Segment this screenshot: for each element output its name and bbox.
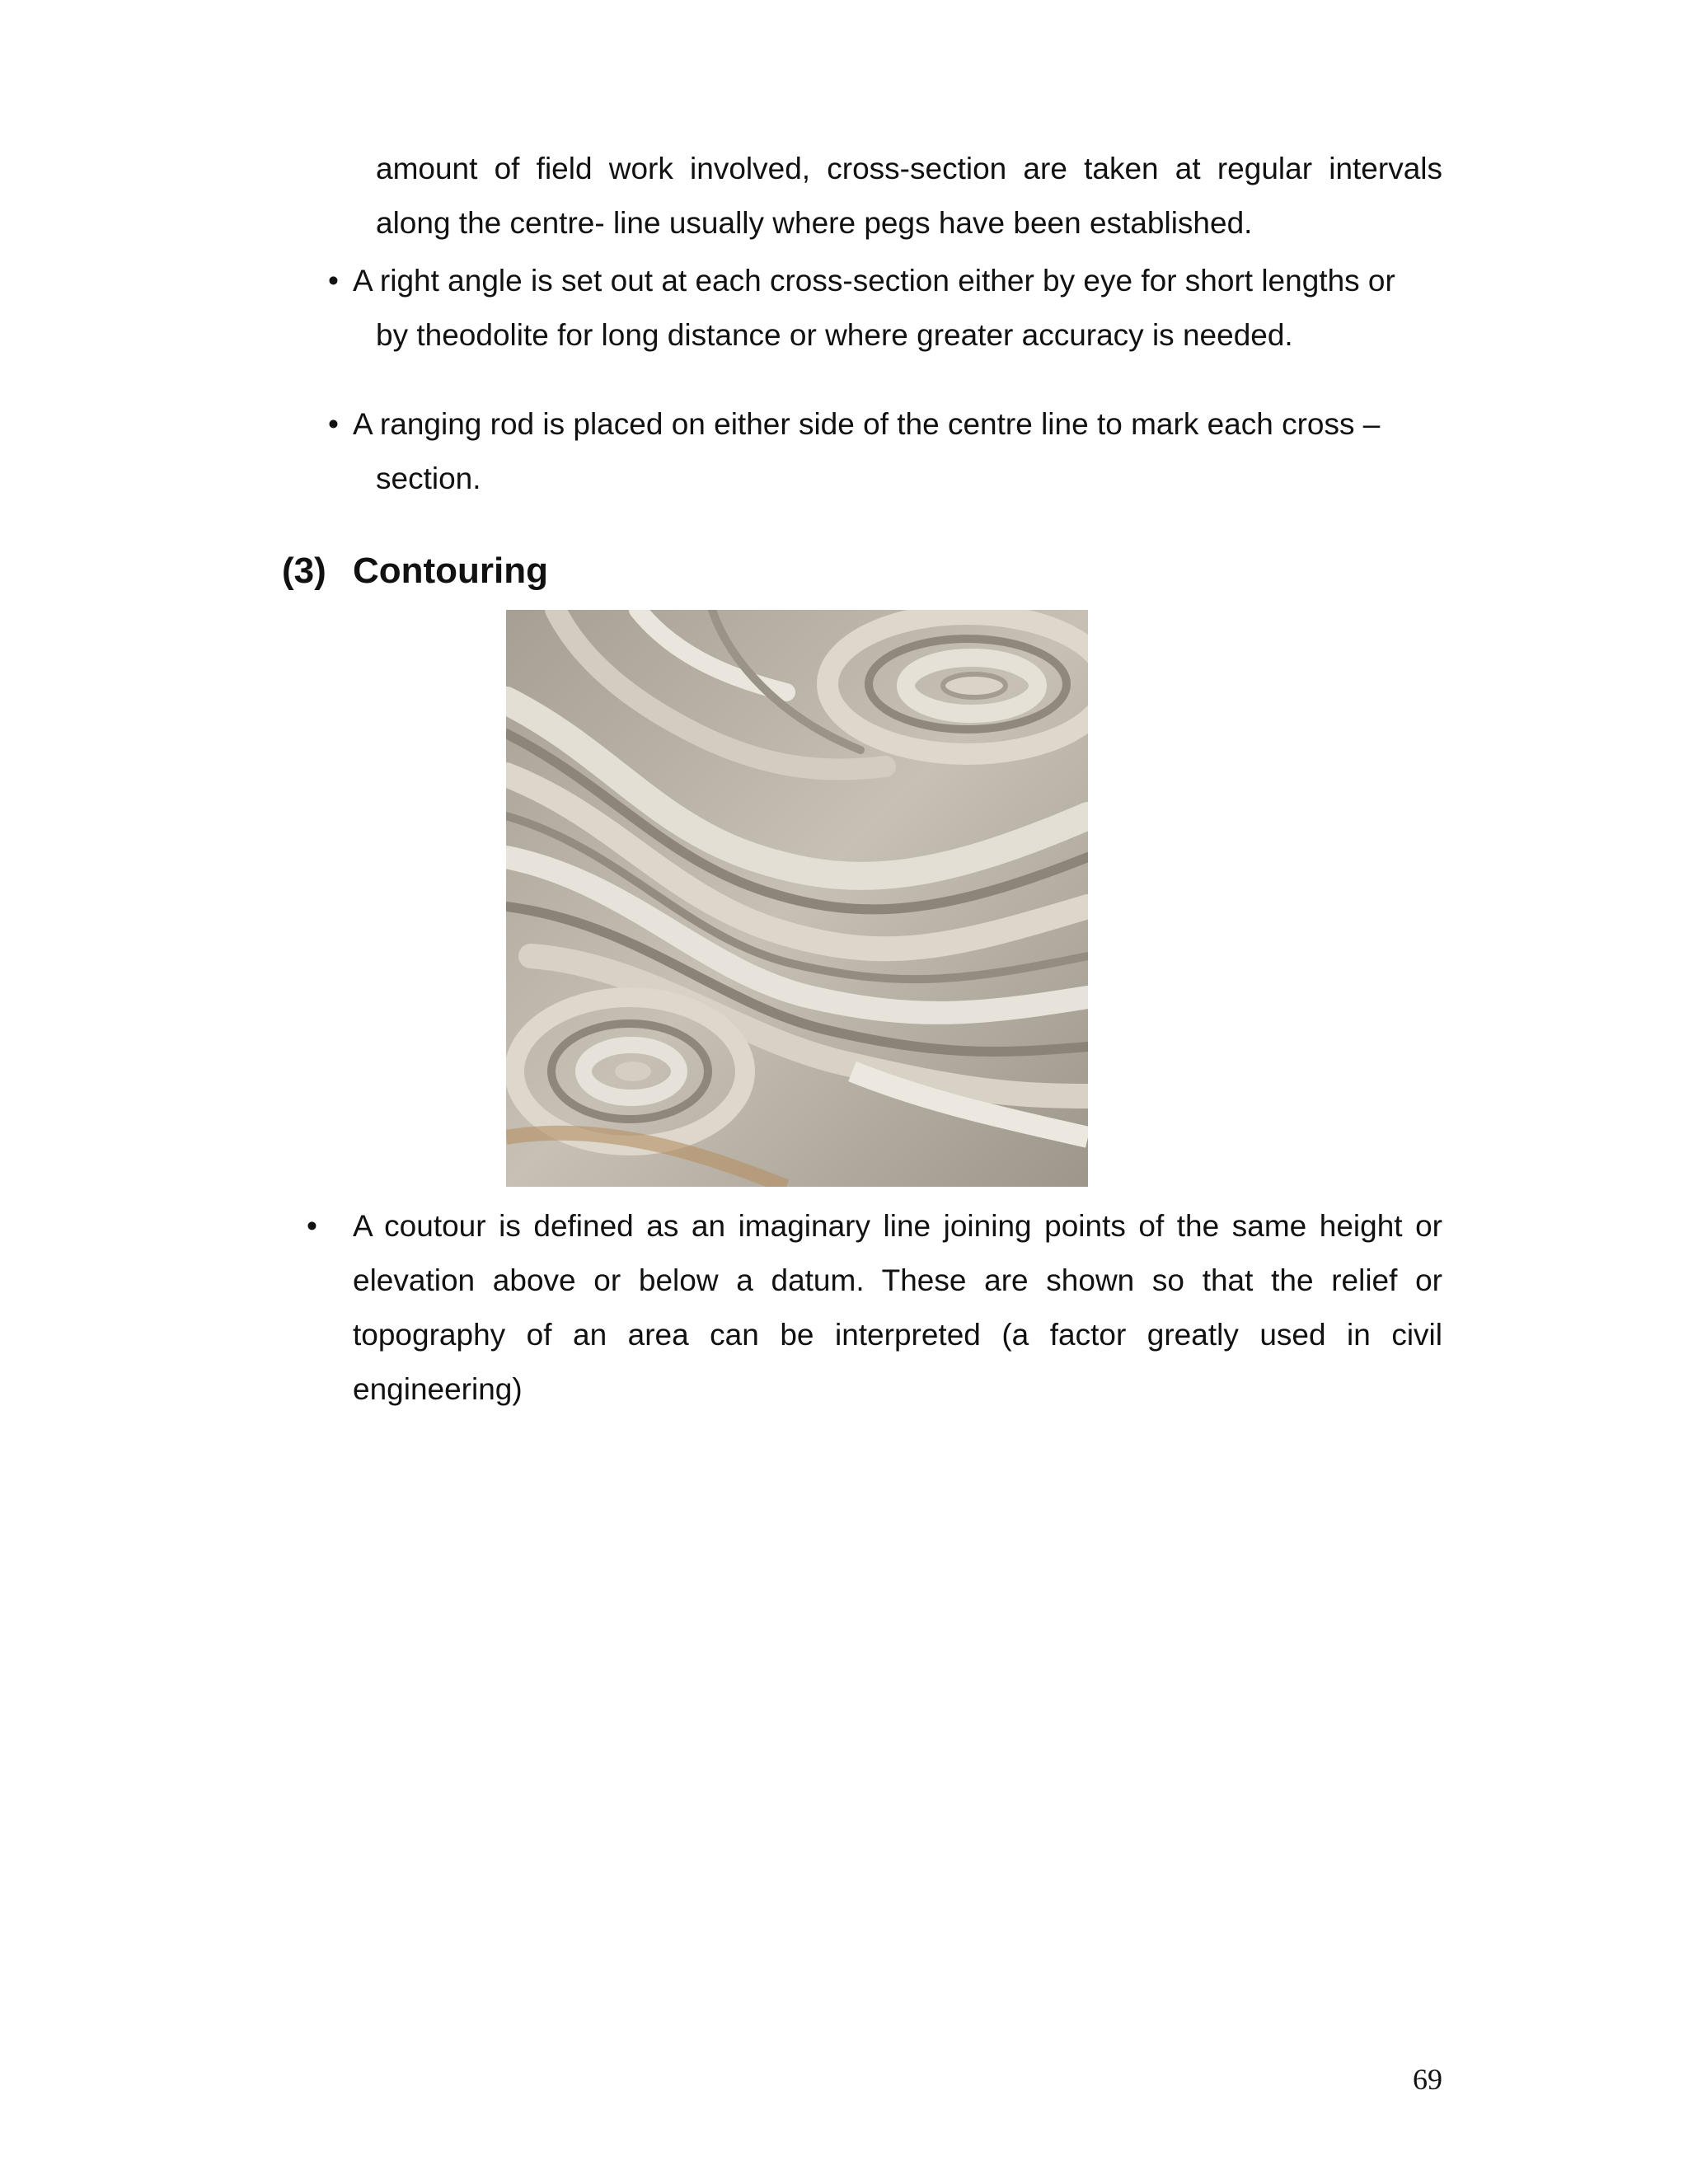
contour-model-illustration — [506, 610, 1088, 1187]
bullet-dot: • — [328, 264, 339, 298]
bullet-item-ranging-rod — [353, 397, 1442, 506]
bullet-item-contour-definition: A coutour is defined as an imaginary line joining points of the same height or elevation above or below a datum. These are shown so that the relief or topography of an area can be interpreted (a factor greatly used in civil engineering) — [353, 1209, 1442, 1406]
bullet-first-line: A ranging rod is placed on either side of the centre line to mark each cross – — [353, 407, 1381, 441]
section-number: (3) — [282, 551, 326, 591]
contour-relief-model-photo — [506, 610, 1088, 1187]
bullet-item-right-angle — [353, 254, 1442, 363]
bullet-continuation: by theodolite for long distance or where greater accuracy is needed. — [376, 318, 1293, 352]
section-heading — [282, 544, 548, 598]
section-title: Contouring — [353, 551, 549, 591]
continuation-paragraph: amount of field work involved, cross-section are taken at regular intervals along the centre- line usually where pegs have been established. — [376, 152, 1442, 240]
page-number: 69 — [1413, 2063, 1442, 2096]
bullet-first-line: A right angle is set out at each cross-section either by eye for short lengths or — [353, 264, 1395, 298]
bullet-continuation: section. — [376, 462, 481, 495]
bullet-dot: • — [328, 407, 339, 441]
bullet-dot: • — [307, 1209, 317, 1243]
